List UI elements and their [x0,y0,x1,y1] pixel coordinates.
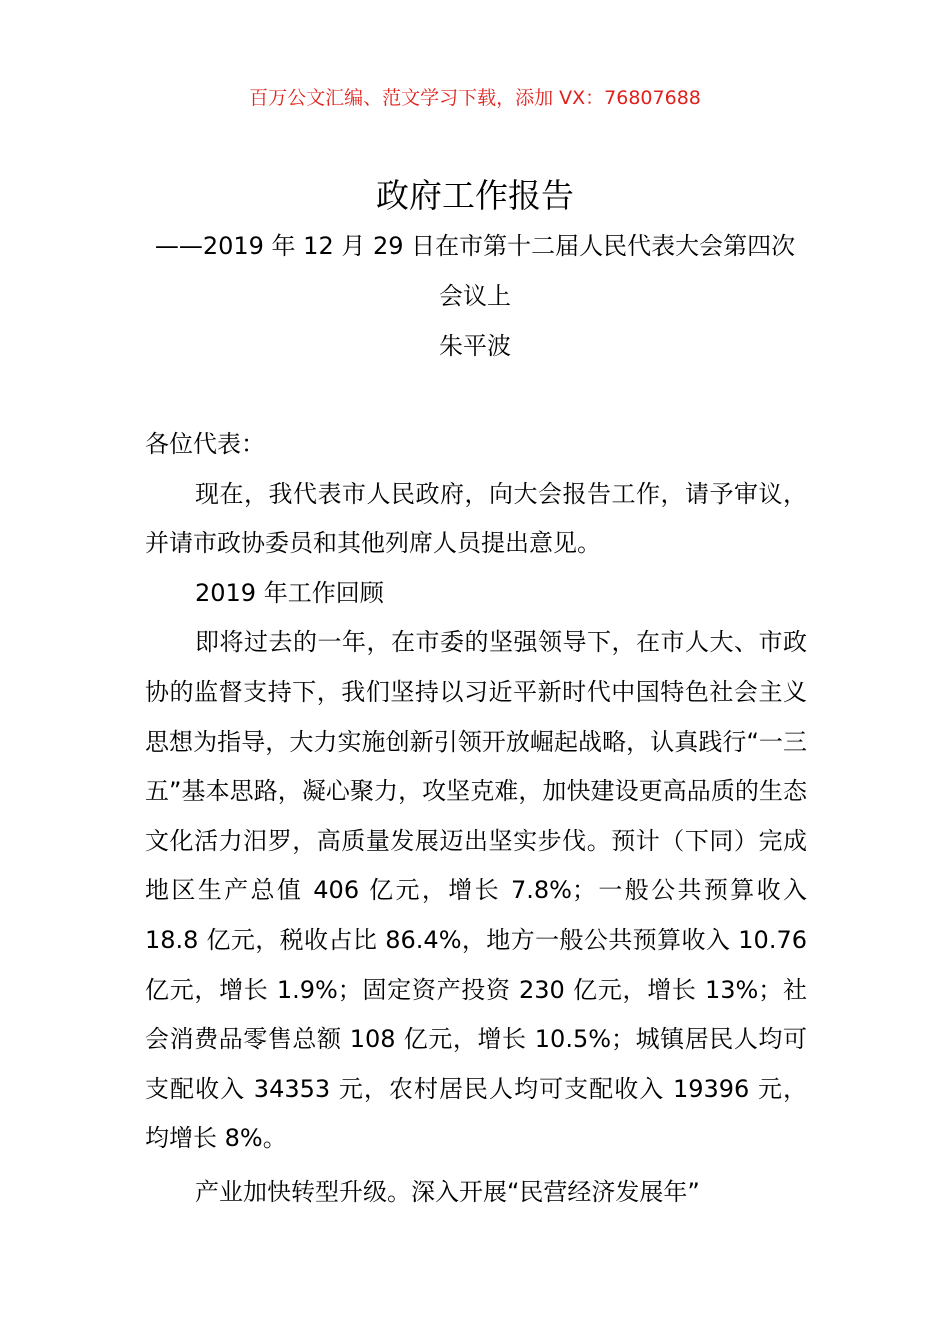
report-body [145,420,807,1218]
salutation: 各位代表： [145,430,265,458]
author-name: 朱平波 [439,332,511,360]
download-banner: 百万公文汇编、范文学习下载，添加 VX：76807688 [249,87,701,109]
subtitle-line-1: ——2019 年 12 月 29 日在市第十二届人民代表大会第四次 [154,232,796,260]
subtitle-line-2: 会议上 [439,282,511,310]
document-title: 政府工作报告 [376,176,574,215]
paragraph-industry: 产业加快转型升级。深入开展“民营经济发展年” [195,1177,700,1206]
paragraph-intro: 现在，我代表市人民政府，向大会报告工作，请予审议，并请市政协委员和其他列席人员提出意见。 [145,479,807,558]
paragraph-review: 即将过去的一年，在市委的坚强领导下，在市人大、市政协的监督支持下，我们坚持以习近平新时代中国特色社会主义思想为指导，大力实施创新引领开放崛起战略，认真践行“一三五”基本思路，凝心聚力，攻坚克难，加快建设更高品质的生态文化活力汨罗，高质量发展迈出坚实步伐。预计（下同）完成地区生产总值 406 亿元，增长 7.8%；一般公共预算收入 18.8 亿元，税收占比 86.4%，地方一般公共预算收入 10.76 亿元，增长 1.9%；固定资产投资 230 亿元，增长 13%；社会消费品零售总额 108 亿元，增长 10.5%；城镇居民人均可支配收入 34353 元，农村居民人均可支配收入 19396 元，均增长 8%。 [145,628,807,1153]
section-heading: 2019 年工作回顾 [195,578,384,607]
